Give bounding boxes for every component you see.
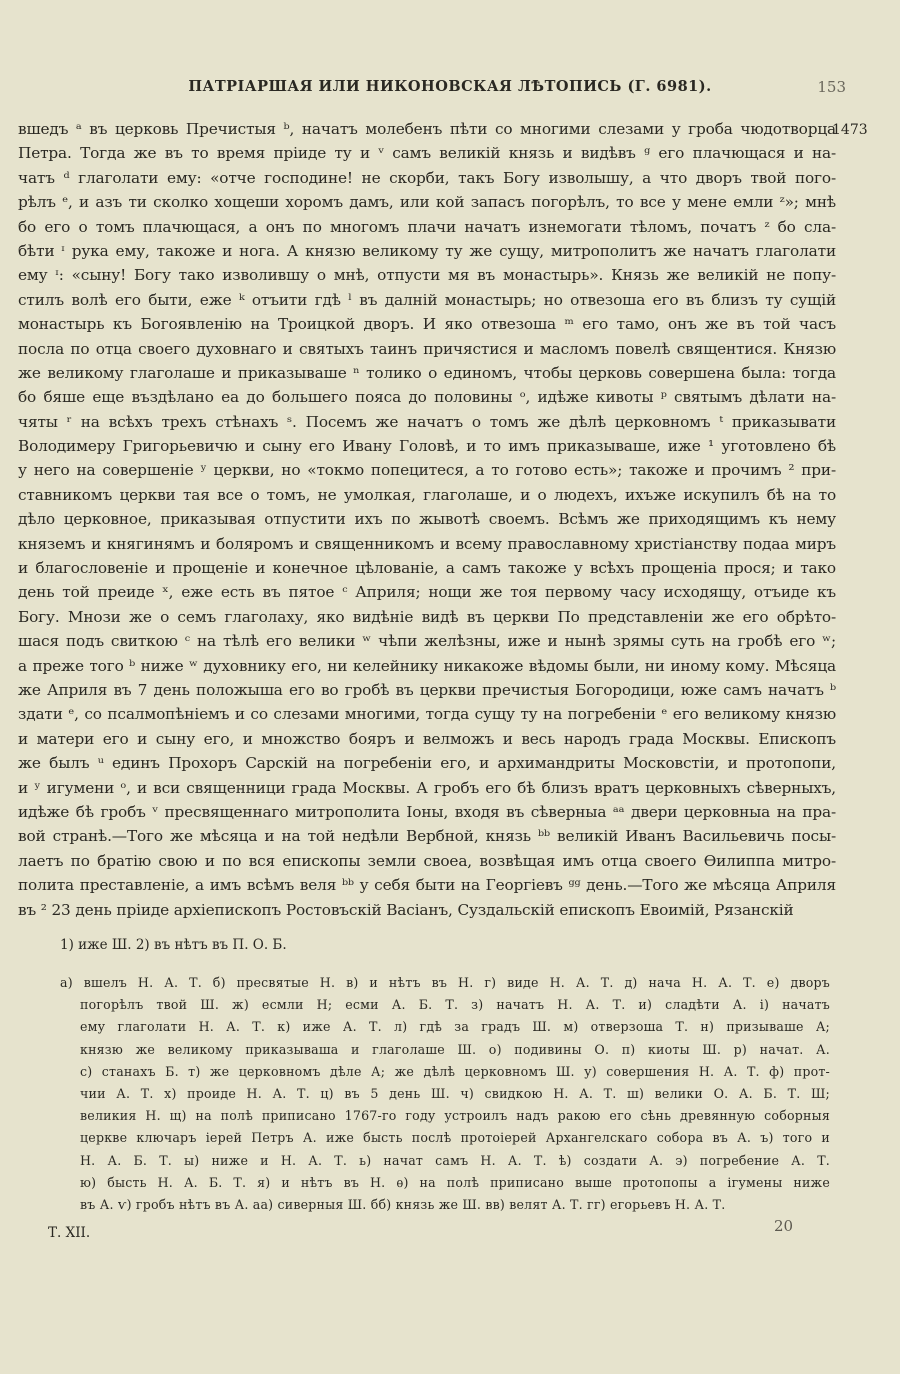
footnote-line: ему глаголати Н. А. Т. к) иже А. Т. л) гдѣ за градъ Ш. м) отверзоша Т. н) призываше А;: [80, 1019, 830, 1035]
signature-mark: 20: [774, 1217, 794, 1235]
page-number: 153: [817, 78, 846, 96]
main-text: [18, 117, 836, 922]
text-line: полита преставленіе, а имъ всѣмъ веля ᵇᵇ у себя быти на Георгіевъ ᵍᵍ день.—Того же мѣсяца Априля: [18, 876, 836, 895]
footnote-line: а) вшелъ Н. А. Т. б) пресвятые Н. в) и нѣтъ въ Н. г) виде Н. А. Т. д) нача Н. А. Т. е) дворъ: [60, 975, 830, 990]
text-line: бо его о томъ плачющася, а онъ по многомъ плачи начатъ изнемогати тѣломъ, початъ ᶻ бо сла-: [18, 217, 836, 236]
text-line: а преже того ᵇ ниже ʷ духовнику его, ни келейнику никакоже вѣдомы были, ни иному кому. Мѣсяца: [18, 656, 836, 675]
footnote-line: въ А. ѵ) гробъ нѣтъ въ А. аа) сиверныя Ш. бб) князь же Ш. вв) велят А. Т. гг) егорьевъ Н. А. Т.: [80, 1196, 726, 1212]
text-line: чатъ ᵈ глаголати ему: «отче господине! не скорби, такъ Богу изволышу, а что дворъ твой пого-: [18, 168, 836, 187]
text-line: стилъ волѣ его быти, еже ᵏ отъити гдѣ ˡ въ далній монастырь; но отвезоша его въ близъ ту сущій: [18, 290, 836, 309]
text-line: чяты ʳ на всѣхъ трехъ стѣнахъ ˢ. Посемъ же начатъ о томъ же дѣлѣ церковномъ ᵗ приказывати: [18, 412, 836, 431]
footnote-line: церкве ключаръ іерей Петръ А. иже бысть послѣ протоіерей Архангелскаго собора въ А. ъ) того и: [80, 1130, 830, 1146]
text-line: у него на совершеніе ʸ церкви, но «токмо попецитеся, а то готово есть»; такоже и прочимъ ² при-: [18, 461, 836, 480]
text-line: же Априля въ 7 день положыша его во гробѣ въ церкви пречистыя Богородици, юже самъ начатъ ᵇ: [18, 680, 836, 699]
text-line: бѣти ᶦ рука ему, такоже и нога. А князю великому ту же сущу, митрополитъ же начатъ глаголати: [18, 241, 836, 260]
text-line: здати ᵉ, со псалмопѣніемъ и со слезами многими, тогда сущу ту на погребеніи ᵉ его великому князю: [18, 705, 836, 724]
text-line: монастырь къ Богоявленію на Троицкой дворъ. И яко отвезоша ᵐ его тамо, онъ же въ той часъ: [18, 315, 836, 334]
footnote-line: Н. А. Б. Т. ы) ниже и Н. А. Т. ь) начат самъ Н. А. Т. ѣ) создати А. э) погребение А. Т.: [80, 1152, 830, 1168]
text-line: бо бяше еще въздѣлано еа до большего пояса до половины ᵒ, идѣже кивоты ᵖ святымъ дѣлати на-: [18, 388, 836, 407]
text-line: ему ᶦ: «сыну! Богу тако изволившу о мнѣ, отпусти мя въ монастырь». Князь же великій не попу-: [18, 266, 836, 285]
text-line: вой странѣ.—Того же мѣсяца и на той недѣли Вербной, князь ᵇᵇ великій Иванъ Васильевичь посы-: [18, 827, 836, 846]
footnote-line: ю) бысть Н. А. Б. Т. я) и нѣтъ въ Н. ѳ) на полѣ приписано выше протопопы а ігумены ниже: [80, 1174, 830, 1190]
page-title: ПАТРІАРШАЯ ИЛИ НИКОНОВСКАЯ ЛѢТОПИСЬ (Г. 6981).: [188, 78, 712, 95]
text-line: Володимеру Григорьевичю и сыну его Ивану Головѣ, и то имъ приказываше, иже ¹ уготовлено бѣ: [18, 437, 836, 456]
text-line: идѣже бѣ гробъ ᵛ пресвященнаго митрополита Іоны, входя въ сѣверныа ᵃᵃ двери церковныа на пра-: [18, 802, 836, 821]
text-line: и благословеніе и прощеніе и конечное цѣлованіе, а самъ такоже у всѣхъ прощеніа прося; и тако: [18, 559, 836, 578]
text-line: день той преиде ˣ, еже есть въ пятое ᶜ Априля; нощи же тоя первому часу исходящу, отъиде къ: [18, 583, 836, 602]
text-line: княземъ и княгинямъ и боляромъ и священникомъ и всему православному христіанству подаа миръ: [18, 534, 836, 553]
footnotes-lettered: [60, 972, 830, 1216]
text-line: лаетъ по братію свою и по вся епископы земли своеа, возвѣщая имъ отца своего Ѳилиппа митро-: [18, 851, 836, 870]
text-line: шася подъ свиткою ᶜ на тѣлѣ его велики ʷ чѣпи желѣзны, иже и нынѣ зрямы суть на гробѣ его ʷ;: [18, 632, 836, 651]
text-line: Богу. Мнози же о семъ глаголаху, яко видѣніе видѣ въ церкви По представленіи же его обрѣто-: [18, 607, 836, 626]
running-header: [0, 78, 900, 102]
volume-label: Т. XII.: [48, 1225, 91, 1241]
footnote-line: чии А. Т. х) проиде Н. А. Т. ц) въ 5 день Ш. ч) свидкою Н. А. Т. ш) велики О. А. Б. Т. Ш;: [80, 1085, 830, 1101]
text-line: и ʸ игумени ᵒ, и вси священници града Москвы. А гробъ его бѣ близъ вратъ церковныхъ сѣверныхъ,: [18, 778, 836, 797]
text-line: дѣло церковное, приказывая отпустити ихъ по жывотѣ своемъ. Всѣмъ же приходящимъ къ нему: [18, 510, 836, 529]
text-line: посла по отца своего духовнаго и святыхъ таинъ причястися и масломъ повелѣ священтися. Князю: [18, 339, 836, 358]
text-line: же великому глаголаше и приказываше ⁿ толико о единомъ, чтобы церковь совершена была: тогда: [18, 363, 836, 382]
text-line: и матери его и сыну его, и множство бояръ и велможъ и весь народъ града Москвы. Епископъ: [18, 729, 836, 748]
footnote-line: погорѣлъ твой Ш. ж) есмли Н; есми А. Б. Т. з) начатъ Н. А. Т. и) сладѣти А. і) начатъ: [80, 997, 830, 1013]
footnote-line: князю же великому приказываша и глаголаше Ш. о) подивины О. п) киоты Ш. р) начат. А.: [80, 1041, 830, 1057]
text-line: рѣлъ ᵉ, и азъ ти сколко хощеши хоромъ дамъ, или кой запасъ погорѣлъ, то все у мене емли ᶻ»; мнѣ: [18, 193, 836, 212]
footnote-line: великия Н. щ) на полѣ приписано 1767-го году устроилъ надъ ракою его сѣнь древянную соборныя: [80, 1108, 830, 1124]
text-line: же былъ ᵘ единъ Прохоръ Сарскій на погребеніи его, и архимандриты Московстіи, и протопопи,: [18, 754, 836, 773]
text-line: въ ² 23 день пріиде архіепископъ Ростовъскій Васіанъ, Суздальскій епископъ Евоимій, Рязанскій: [18, 900, 794, 919]
footnote-line: с) станахъ Б. т) же церковномъ дѣле А; же дѣлѣ церковномъ Ш. у) совершения Н. А. Т. ф) прот-: [80, 1063, 830, 1079]
text-line: ставникомъ церкви тая все о томъ, не умолкая, глаголаше, и о людехъ, ихъже искупилъ бѣ на то: [18, 485, 836, 504]
margin-year-note: 1473: [832, 122, 868, 138]
text-line: Петра. Тогда же въ то время пріиде ту и ᵛ самъ великій князь и видѣвъ ᵍ его плачющася и на-: [18, 144, 836, 163]
footnotes-numbered: 1) иже Ш. 2) въ нѣтъ въ П. О. Б.: [60, 937, 287, 953]
text-line: вшедъ ᵃ въ церковь Пречистыя ᵇ, начатъ молебенъ пѣти со многими слезами у гроба чюдотворца: [18, 120, 836, 138]
